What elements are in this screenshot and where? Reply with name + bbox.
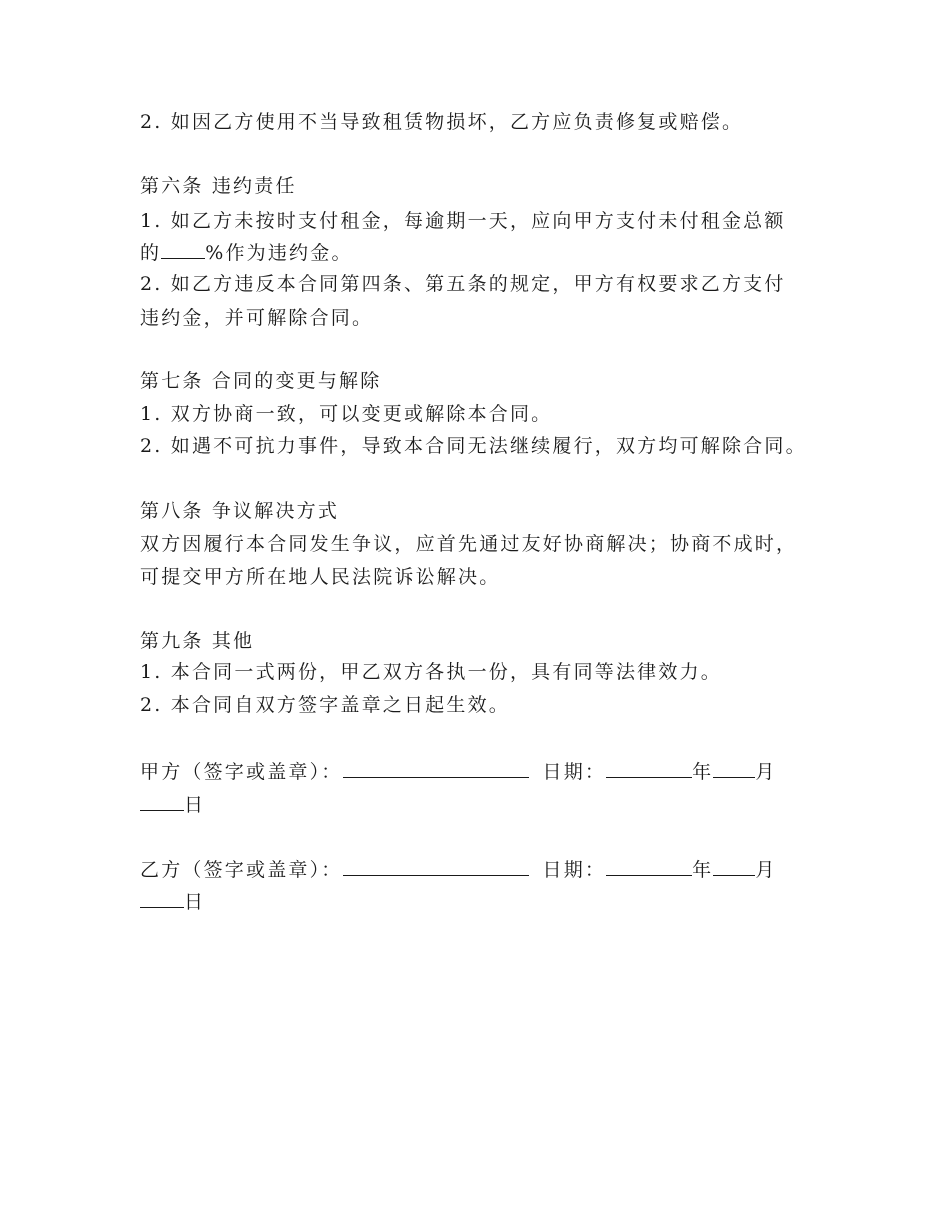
article-9-item-1: 1. 本合同一式两份，甲乙双方各执一份，具有同等法律效力。 [140, 661, 722, 683]
party-b-signature-line [140, 857, 777, 882]
party-a-day-line [140, 792, 205, 817]
party-a-day-label: 日 [184, 794, 206, 816]
party-b-day-blank [140, 889, 184, 908]
party-b-day-label: 日 [184, 891, 206, 913]
party-a-signature-line [140, 759, 777, 784]
party-b-label: 乙方（签字或盖章）： [140, 859, 343, 881]
party-a-year-blank [606, 759, 692, 778]
party-a-signature-blank [343, 759, 529, 778]
article-7-item-2: 2. 如遇不可抗力事件，导致本合同无法继续履行，双方均可解除合同。 [140, 435, 807, 457]
article-6-item-1-prefix: 的 [140, 242, 162, 264]
article-6-item-1-line-1: 1. 如乙方未按时支付租金，每逾期一天，应向甲方支付未付租金总额 [140, 210, 786, 232]
party-b-day-line [140, 889, 205, 914]
article-6-item-2-line-2: 违约金，并可解除合同。 [140, 307, 374, 329]
party-a-month-blank [713, 759, 755, 778]
article-6-item-1-line-2 [140, 240, 353, 265]
party-b-month-blank [713, 857, 755, 876]
article-6-item-2-line-1: 2. 如乙方违反本合同第四条、第五条的规定，甲方有权要求乙方支付 [140, 273, 786, 295]
party-b-year-blank [606, 857, 692, 876]
article-6-heading: 第六条 违约责任 [140, 175, 297, 197]
article-9-item-2: 2. 本合同自双方签字盖章之日起生效。 [140, 694, 510, 716]
party-b-year-label: 年 [692, 859, 714, 881]
article-8-paragraph-line-1: 双方因履行本合同发生争议，应首先通过友好协商解决；协商不成时， [140, 533, 798, 555]
party-b-date-label: 日期： [542, 859, 607, 881]
article-7-item-1: 1. 双方协商一致，可以变更或解除本合同。 [140, 403, 553, 425]
party-a-month-label: 月 [755, 761, 777, 783]
article-5-item-2: 2. 如因乙方使用不当导致租赁物损坏，乙方应负责修复或赔偿。 [140, 111, 744, 133]
article-8-paragraph-line-2: 可提交甲方所在地人民法院诉讼解决。 [140, 566, 501, 588]
article-7-heading: 第七条 合同的变更与解除 [140, 370, 382, 392]
article-6-item-1-suffix: %作为违约金。 [205, 242, 353, 264]
party-a-day-blank [140, 792, 184, 811]
penalty-percent-blank [161, 240, 205, 259]
article-9-heading: 第九条 其他 [140, 630, 255, 652]
party-a-year-label: 年 [692, 761, 714, 783]
party-a-label: 甲方（签字或盖章）： [140, 761, 343, 783]
party-b-signature-blank [343, 857, 529, 876]
party-a-date-label: 日期： [542, 761, 607, 783]
article-8-heading: 第八条 争议解决方式 [140, 500, 340, 522]
party-b-month-label: 月 [755, 859, 777, 881]
